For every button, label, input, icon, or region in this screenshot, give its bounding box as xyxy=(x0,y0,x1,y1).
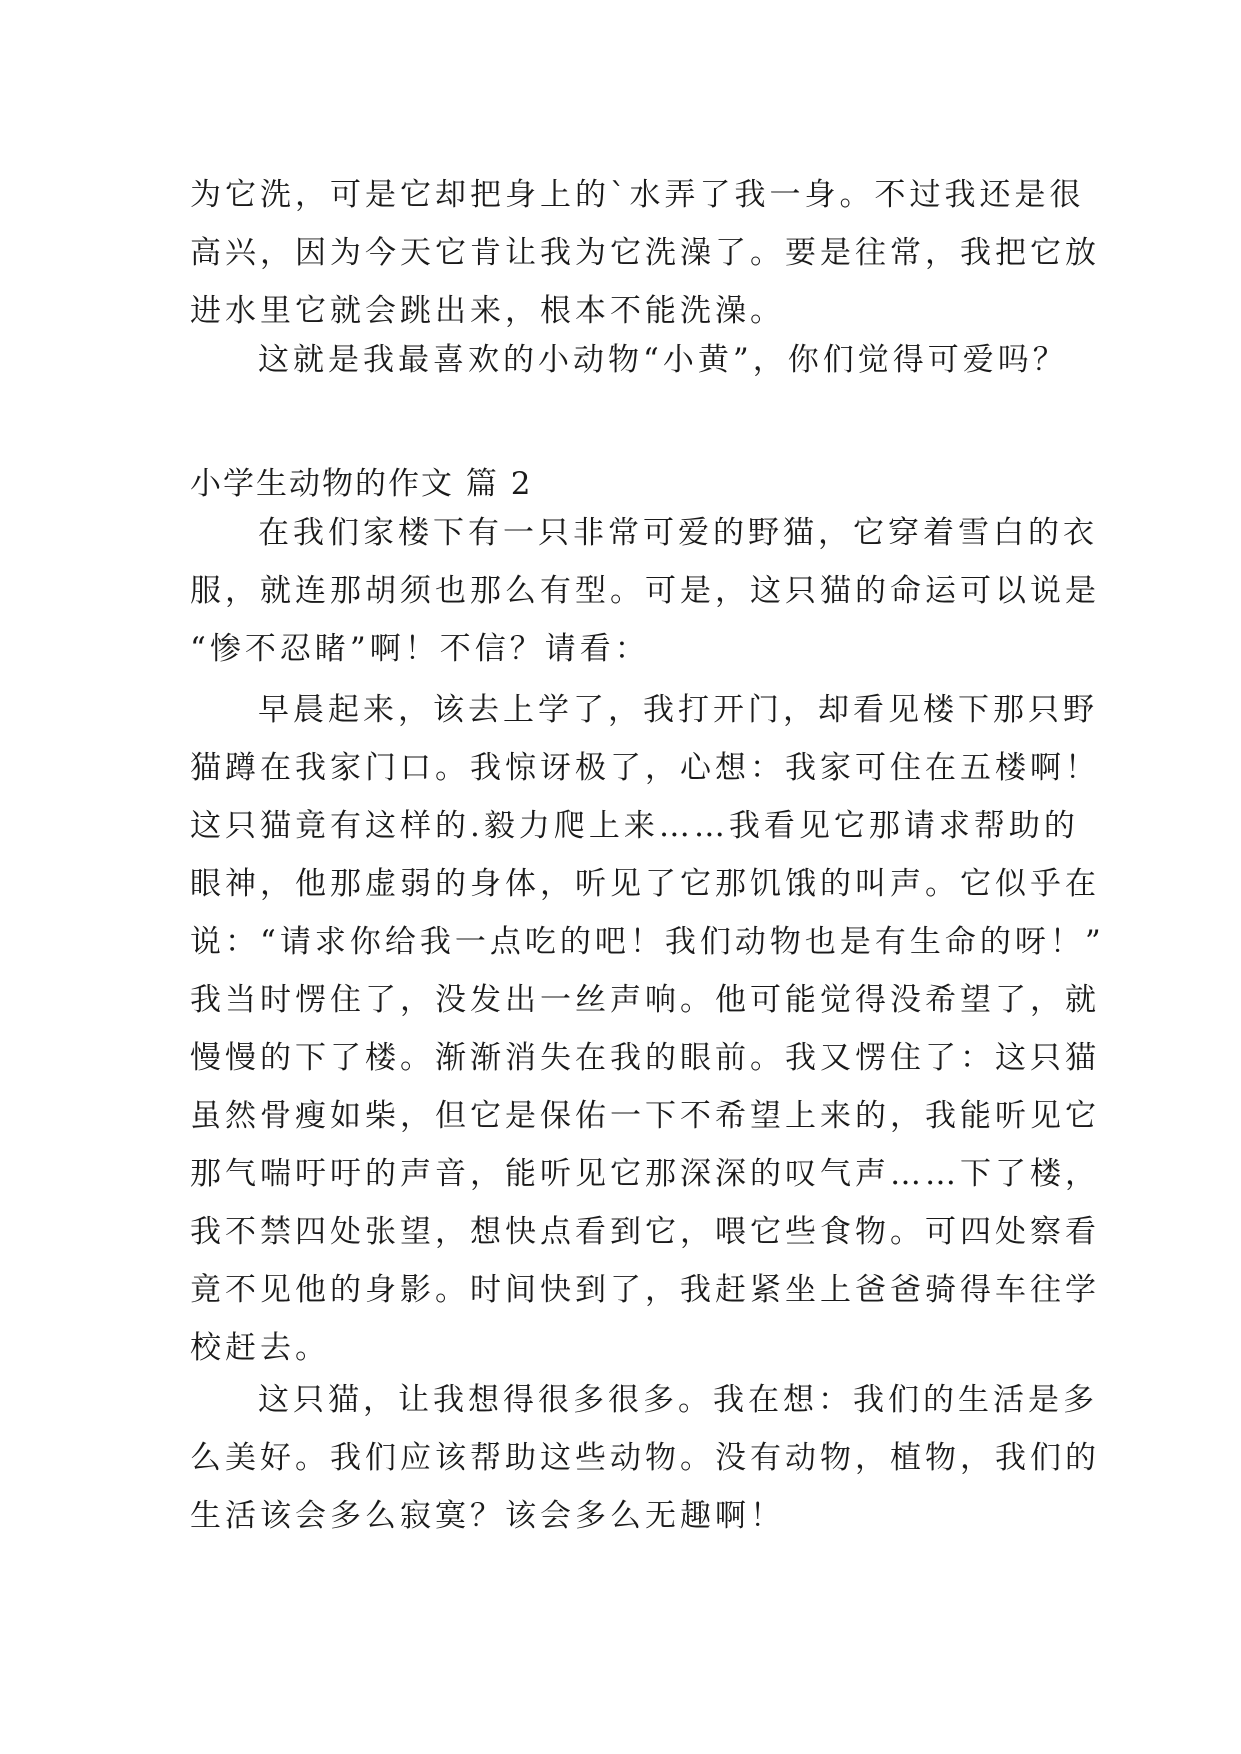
text-line: 那气喘吁吁的声音，能听见它那深深的叹气声……下了楼， xyxy=(190,1156,1100,1192)
text-line: 生活该会多么寂寞？该会多么无趣啊！ xyxy=(190,1498,785,1534)
text-line: 早晨起来，该去上学了，我打开门，却看见楼下那只野 xyxy=(258,692,1098,728)
paragraph-intro xyxy=(190,504,1100,678)
text-line: 说：“请求你给我一点吃的吧！我们动物也是有生命的呀！” xyxy=(190,924,1105,960)
text-line: 虽然骨瘦如柴，但它是保佑一下不希望上来的，我能听见它 xyxy=(190,1098,1100,1134)
text-line: 这就是我最喜欢的小动物“小黄”，你们觉得可爱吗？ xyxy=(258,342,1068,378)
text-line: 眼神，他那虚弱的身体，听见了它那饥饿的叫声。它似乎在 xyxy=(190,866,1100,902)
text-line: 猫蹲在我家门口。我惊讶极了，心想：我家可住在五楼啊！ xyxy=(190,750,1100,786)
text-line: 进水里它就会跳出来，根本不能洗澡。 xyxy=(190,293,785,329)
text-line: 我当时愣住了，没发出一丝声响。他可能觉得没希望了，就 xyxy=(190,982,1100,1018)
text-line: 这只猫，让我想得很多很多。我在想：我们的生活是多 xyxy=(258,1382,1098,1418)
text-line: 么美好。我们应该帮助这些动物。没有动物，植物，我们的 xyxy=(190,1440,1100,1476)
paragraph-story xyxy=(190,681,1105,1377)
text-line: 竟不见他的身影。时间快到了，我赶紧坐上爸爸骑得车往学 xyxy=(190,1272,1100,1308)
text-line: 在我们家楼下有一只非常可爱的野猫，它穿着雪白的衣 xyxy=(258,515,1098,551)
text-line: 高兴，因为今天它肯让我为它洗澡了。要是往常，我把它放 xyxy=(190,235,1100,271)
text-line: 慢慢的下了楼。渐渐消失在我的眼前。我又愣住了：这只猫 xyxy=(190,1040,1100,1076)
paragraph-reflection xyxy=(190,1371,1100,1545)
text-line: 为它洗，可是它却把身上的`水弄了我一身。不过我还是很 xyxy=(190,177,1085,213)
paragraph-continuation xyxy=(190,166,1100,340)
paragraph-closing xyxy=(190,331,1068,389)
text-line: 我不禁四处张望，想快点看到它，喂它些食物。可四处察看 xyxy=(190,1214,1100,1250)
text-line: 服，就连那胡须也那么有型。可是，这只猫的命运可以说是 xyxy=(190,573,1100,609)
text-line: 校赶去。 xyxy=(190,1330,330,1366)
section-heading: 小学生动物的作文 篇 2 xyxy=(190,466,533,502)
text-line: 这只猫竟有这样的.毅力爬上来……我看见它那请求帮助的 xyxy=(190,808,1079,844)
text-line: “惨不忍睹”啊！不信？请看： xyxy=(190,631,650,667)
